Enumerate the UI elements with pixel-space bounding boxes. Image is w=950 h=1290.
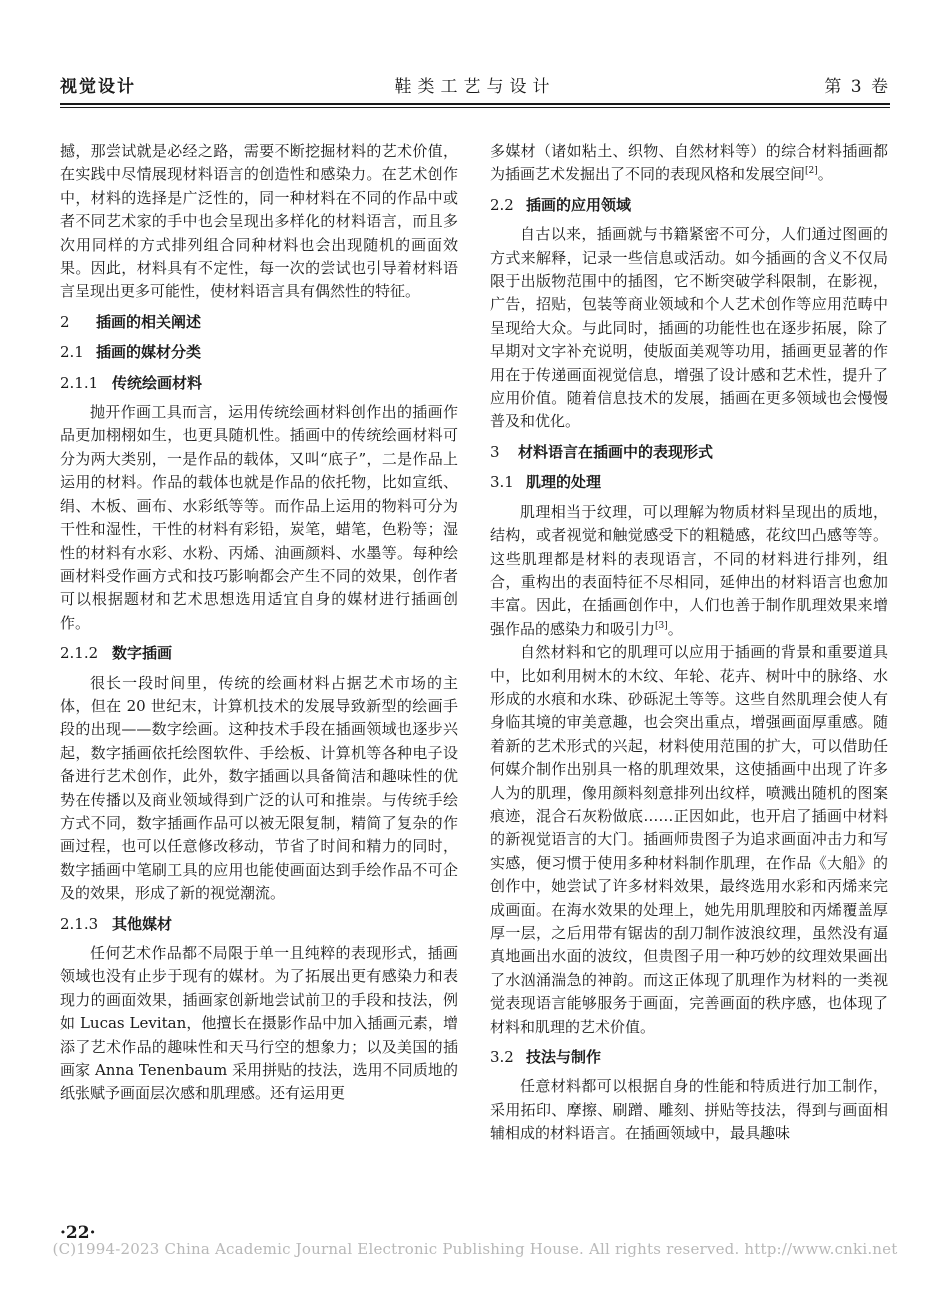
section-heading-2-1-3 (60, 913, 458, 936)
section-heading-3-1 (490, 471, 888, 494)
paragraph-end: 。 (667, 619, 683, 638)
header-volume: 第 3 卷 (824, 77, 890, 97)
section-title: 插画的相关阐述 (96, 312, 202, 331)
section-heading-2 (60, 311, 458, 334)
paragraph-other-media: 任何艺术作品都不局限于单一且纯粹的表现形式，插画领域也没有止步于现有的媒材。为了拓展出更有感染力和表现力的画面效果，插画家创新地尝试前卫的手段和技法，例如 Lucas Levitan，他擅长在摄影作品中加入插画元素，增添了艺术作品的趣味性和天马行空的想象力；以及美国的插画家 Anna Tenenbaum 采用拼贴的技法，选用不同质地的纸张赋予画面层次感和肌理感。还有运用更 (60, 944, 458, 1103)
paragraph-end: 。 (817, 165, 833, 184)
section-title: 肌理的处理 (526, 473, 602, 492)
section-heading-2-1-1 (60, 372, 458, 395)
section-heading-2-1-2 (60, 642, 458, 665)
section-title: 插画的媒材分类 (96, 343, 202, 362)
section-number: 2.1 (60, 343, 84, 362)
section-heading-3 (490, 441, 888, 464)
section-number: 2.1.2 (60, 644, 99, 663)
header-rule-thin (60, 107, 890, 108)
section-number: 2 (60, 312, 70, 331)
page-number: ·22· (60, 1223, 96, 1243)
paragraph-texture-a (490, 501, 888, 641)
section-title: 传统绘画材料 (112, 373, 203, 392)
citation-ref: [3] (655, 620, 668, 631)
citation-ref: [2] (805, 166, 818, 177)
paragraph-digital-illustration: 很长一段时间里，传统的绘画材料占据艺术市场的主体，但在 20 世纪末，计算机技术的发展导致新型的绘画手段的出现——数字绘画。这种技术手段在插画领域也逐步兴起，数字插画依托绘图软件、手绘板、计算机等各种电子设备进行艺术创作，此外，数字插画以具备简洁和趣味性的优势在传播以及商业领域得到广泛的认可和推崇。与传统手绘方式不同，数字插画作品可以被无限复制，精简了复杂的作画过程，也可以任意修改移动，节省了时间和精力的同时，数字插画中笔刷工具的应用也能使画面达到手绘作品不可企及的效果，形成了新的视觉潮流。 (60, 673, 458, 903)
paragraph-continued (490, 140, 888, 187)
paragraph-traditional-materials: 抛开作画工具而言，运用传统绘画材料创作出的插画作品更加栩栩如生，也更具随机性。插画中的传统绘画材料可分为两大类别，一是作品的载体，又叫“底子”，二是作品上运用的材料。作品的载体也就是作品的依托物，比如宣纸、绢、木板、画布、水彩纸等等。而作品上运用的物料可分为干性和湿性，干性的材料有彩铅，炭笔，蜡笔，色粉等；湿性的材料有水彩、水粉、丙烯、油画颜料、水墨等。每种绘画材料受作画方式和技巧影响都会产生不同的效果，创作者可以根据题材和艺术思想选用适宜自身的媒材进行插画创作。 (60, 403, 458, 632)
section-heading-2-2 (490, 194, 888, 217)
paragraph-intro: 撼，那尝试就是必经之路，需要不断挖掘材料的艺术价值，在实践中尽情展现材料语言的创造性和感染力。在艺术创作中，材料的选择是广泛性的，同一种材料在不同的作品中或者不同艺术家的手中也会呈现出多样化的材料语言，而且多次用同样的方式排列组合同种材料也会出现随机的画面效果。因此，材料具有不定性，每一次的尝试也引导着材料语言呈现出更多可能性，使材料语言具有偶然性的特征。 (60, 142, 458, 301)
header-section-name: 视觉设计 (60, 77, 136, 97)
header-journal-title: 鞋类工艺与设计 (394, 77, 556, 97)
copyright-footer: (C)1994-2023 China Academic Journal Electronic Publishing House. All rights reserved. http://www.cnki.net (52, 1240, 898, 1258)
paragraph-text: 多媒材（诸如粘土、织物、自然材料等）的综合材料插画都为插画艺术发掘出了不同的表现风格和发展空间 (490, 142, 888, 184)
section-title: 数字插画 (112, 644, 173, 663)
section-number: 2.2 (490, 195, 514, 214)
section-title: 材料语言在插画中的表现形式 (518, 442, 714, 461)
section-title: 技法与制作 (526, 1048, 602, 1067)
left-column (60, 140, 458, 1106)
paragraph-application-fields: 自古以来，插画就与书籍紧密不可分，人们通过图画的方式来解释，记录一些信息或活动。如今插画的含义不仅局限于出版物范围中的插图，它不断突破学科限制，在影视，广告，招贴，包装等商业领域和个人艺术创作等应用范畴中呈现给大众。与此同时，插画的功能性也在逐步拓展，除了早期对文字补充说明，使版面美观等功用，插画更显著的作用在于传递画面视觉信息，增强了设计感和艺术性，提升了应用价值。随着信息技术的发展，插画在更多领域也会慢慢普及和优化。 (490, 225, 888, 431)
running-header (60, 72, 890, 102)
header-rule-thick (60, 103, 890, 105)
section-number: 3 (490, 442, 500, 461)
section-number: 3.2 (490, 1048, 514, 1067)
section-number: 2.1.1 (60, 373, 99, 392)
section-heading-3-2 (490, 1046, 888, 1069)
section-heading-2-1 (60, 341, 458, 364)
right-column (490, 140, 888, 1146)
section-number: 3.1 (490, 473, 514, 492)
paragraph-text: 肌理相当于纹理，可以理解为物质材料呈现出的质地，结构，或者视觉和触觉感受下的粗糙感，花纹凹凸感等等。这些肌理都是材料的表现语言，不同的材料进行排列，组合，重构出的表面特征不尽相同，延伸出的材料语言也愈加丰富。因此，在插画创作中，人们也善于制作肌理效果来增强作品的感染力和吸引力 (490, 502, 888, 638)
paragraph-techniques: 任意材料都可以根据自身的性能和特质进行加工制作，采用拓印、摩擦、刷蹭、雕刻、拼贴等技法，得到与画面相辅相成的材料语言。在插画领域中，最具趣味 (490, 1077, 888, 1143)
section-title: 其他媒材 (112, 914, 173, 933)
paragraph-texture-b: 自然材料和它的肌理可以应用于插画的背景和重要道具中，比如利用树木的木纹、年轮、花卉、树叶中的脉络、水形成的水痕和水珠、砂砾泥土等等。这些自然肌理会使人有身临其境的审美意趣，也会突出重点，增强画面厚重感。随着新的艺术形式的兴起，材料使用范围的扩大，可以借助任何媒介制作出别具一格的肌理效果，这使插画中出现了许多人为的肌理，像用颜料刻意排列出纹样，喷溅出随机的图案痕迹，混合石灰粉做底……正因如此，也开启了插画中材料的新视觉语言的大门。插画师贵图子为追求画面冲击力和写实感，便习惯于使用多种材料制作肌理，在作品《大船》的创作中，她尝试了许多材料效果，最终选用水彩和丙烯来完成画面。在海水效果的处理上，她先用肌理胶和丙烯覆盖厚厚一层，之后用带有锯齿的刮刀制作波浪纹理，虽然没有逼真地画出水面的波纹，但贵图子用一种巧妙的纹理效果画出了水汹涌湍急的神韵。而这正体现了肌理作为材料的一类视觉表现语言能够服务于画面，完善画面的秩序感，也体现了材料和肌理的艺术价值。 (490, 643, 888, 1036)
section-title: 插画的应用领域 (526, 195, 632, 214)
section-number: 2.1.3 (60, 914, 99, 933)
